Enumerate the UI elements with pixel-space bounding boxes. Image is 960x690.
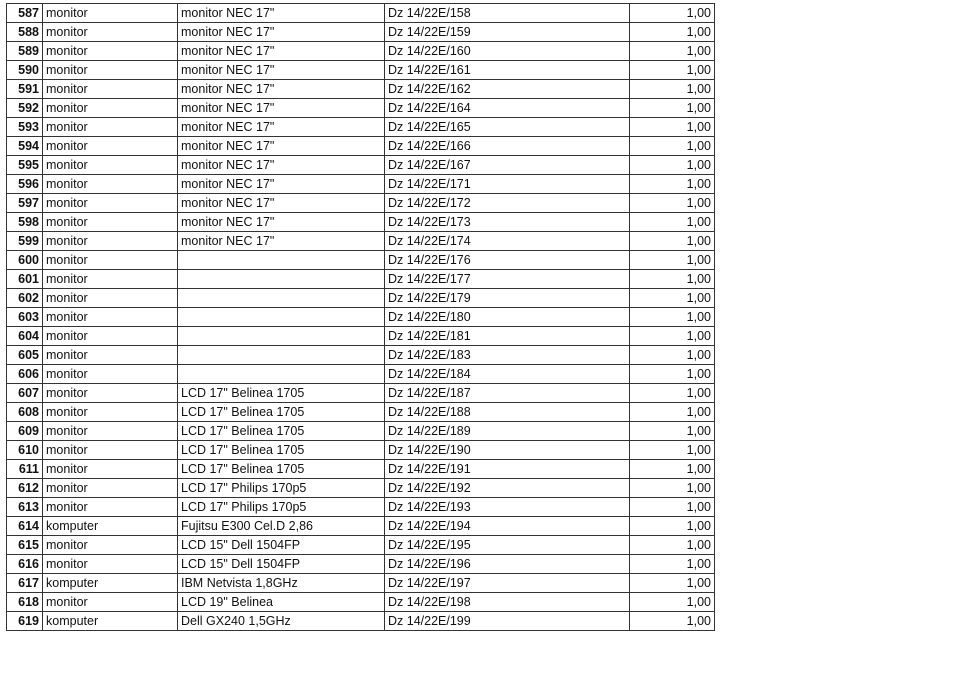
item-type: komputer (43, 574, 178, 593)
table-row (7, 498, 715, 517)
item-description: LCD 17" Belinea 1705 (178, 441, 385, 460)
row-number: 587 (7, 4, 43, 23)
item-description (178, 346, 385, 365)
item-type: monitor (43, 175, 178, 194)
quantity: 1,00 (630, 270, 715, 289)
document-number: Dz 14/22E/172 (385, 194, 630, 213)
item-description (178, 327, 385, 346)
row-number: 602 (7, 289, 43, 308)
quantity: 1,00 (630, 612, 715, 631)
document-number: Dz 14/22E/184 (385, 365, 630, 384)
item-description: Fujitsu E300 Cel.D 2,86 (178, 517, 385, 536)
item-type: monitor (43, 403, 178, 422)
document-number: Dz 14/22E/190 (385, 441, 630, 460)
table-row (7, 4, 715, 23)
row-number: 599 (7, 232, 43, 251)
quantity: 1,00 (630, 232, 715, 251)
document-number: Dz 14/22E/162 (385, 80, 630, 99)
quantity: 1,00 (630, 99, 715, 118)
table-row (7, 422, 715, 441)
row-number: 605 (7, 346, 43, 365)
item-type: monitor (43, 251, 178, 270)
quantity: 1,00 (630, 422, 715, 441)
row-number: 613 (7, 498, 43, 517)
table-row (7, 251, 715, 270)
table-row (7, 441, 715, 460)
item-description: monitor NEC 17" (178, 99, 385, 118)
document-number: Dz 14/22E/179 (385, 289, 630, 308)
quantity: 1,00 (630, 460, 715, 479)
item-type: monitor (43, 365, 178, 384)
item-type: monitor (43, 137, 178, 156)
table-row (7, 612, 715, 631)
table-row (7, 346, 715, 365)
row-number: 600 (7, 251, 43, 270)
item-type: monitor (43, 536, 178, 555)
document-number: Dz 14/22E/195 (385, 536, 630, 555)
item-description: monitor NEC 17" (178, 42, 385, 61)
item-description: LCD 17" Philips 170p5 (178, 479, 385, 498)
document-number: Dz 14/22E/181 (385, 327, 630, 346)
item-type: monitor (43, 346, 178, 365)
quantity: 1,00 (630, 536, 715, 555)
item-description: LCD 17" Belinea 1705 (178, 460, 385, 479)
document-number: Dz 14/22E/158 (385, 4, 630, 23)
quantity: 1,00 (630, 441, 715, 460)
item-description: Dell GX240 1,5GHz (178, 612, 385, 631)
row-number: 617 (7, 574, 43, 593)
table-row (7, 289, 715, 308)
row-number: 591 (7, 80, 43, 99)
item-type: monitor (43, 156, 178, 175)
document-number: Dz 14/22E/183 (385, 346, 630, 365)
row-number: 598 (7, 213, 43, 232)
item-description: monitor NEC 17" (178, 194, 385, 213)
row-number: 597 (7, 194, 43, 213)
item-type: monitor (43, 232, 178, 251)
item-description: IBM Netvista 1,8GHz (178, 574, 385, 593)
quantity: 1,00 (630, 574, 715, 593)
row-number: 592 (7, 99, 43, 118)
item-description: monitor NEC 17" (178, 80, 385, 99)
item-description: monitor NEC 17" (178, 232, 385, 251)
table-row (7, 517, 715, 536)
document-number: Dz 14/22E/191 (385, 460, 630, 479)
row-number: 609 (7, 422, 43, 441)
quantity: 1,00 (630, 517, 715, 536)
item-description (178, 270, 385, 289)
quantity: 1,00 (630, 156, 715, 175)
inventory-table-body (7, 4, 715, 631)
table-row (7, 99, 715, 118)
row-number: 612 (7, 479, 43, 498)
quantity: 1,00 (630, 289, 715, 308)
item-description: LCD 17" Belinea 1705 (178, 422, 385, 441)
table-row (7, 460, 715, 479)
item-description: monitor NEC 17" (178, 61, 385, 80)
item-description: LCD 19" Belinea (178, 593, 385, 612)
table-row (7, 403, 715, 422)
row-number: 594 (7, 137, 43, 156)
item-type: komputer (43, 517, 178, 536)
quantity: 1,00 (630, 365, 715, 384)
row-number: 590 (7, 61, 43, 80)
item-type: monitor (43, 479, 178, 498)
document-number: Dz 14/22E/192 (385, 479, 630, 498)
row-number: 589 (7, 42, 43, 61)
document-number: Dz 14/22E/187 (385, 384, 630, 403)
table-row (7, 118, 715, 137)
item-type: monitor (43, 42, 178, 61)
item-type: monitor (43, 593, 178, 612)
quantity: 1,00 (630, 61, 715, 80)
quantity: 1,00 (630, 403, 715, 422)
row-number: 610 (7, 441, 43, 460)
row-number: 607 (7, 384, 43, 403)
item-description: LCD 17" Belinea 1705 (178, 403, 385, 422)
item-type: monitor (43, 460, 178, 479)
document-number: Dz 14/22E/165 (385, 118, 630, 137)
table-row (7, 536, 715, 555)
table-row (7, 80, 715, 99)
item-type: monitor (43, 289, 178, 308)
table-row (7, 194, 715, 213)
item-type: monitor (43, 213, 178, 232)
table-row (7, 42, 715, 61)
item-type: monitor (43, 384, 178, 403)
quantity: 1,00 (630, 346, 715, 365)
item-type: monitor (43, 4, 178, 23)
item-type: monitor (43, 422, 178, 441)
table-row (7, 213, 715, 232)
table-row (7, 156, 715, 175)
item-description (178, 365, 385, 384)
table-row (7, 479, 715, 498)
quantity: 1,00 (630, 137, 715, 156)
item-description: monitor NEC 17" (178, 4, 385, 23)
quantity: 1,00 (630, 213, 715, 232)
row-number: 596 (7, 175, 43, 194)
quantity: 1,00 (630, 194, 715, 213)
table-row (7, 232, 715, 251)
quantity: 1,00 (630, 251, 715, 270)
item-description: LCD 15" Dell 1504FP (178, 536, 385, 555)
item-type: monitor (43, 99, 178, 118)
item-type: monitor (43, 327, 178, 346)
quantity: 1,00 (630, 498, 715, 517)
item-type: komputer (43, 612, 178, 631)
item-type: monitor (43, 270, 178, 289)
document-number: Dz 14/22E/180 (385, 308, 630, 327)
row-number: 615 (7, 536, 43, 555)
item-description: monitor NEC 17" (178, 175, 385, 194)
quantity: 1,00 (630, 23, 715, 42)
document-number: Dz 14/22E/197 (385, 574, 630, 593)
row-number: 619 (7, 612, 43, 631)
quantity: 1,00 (630, 555, 715, 574)
item-type: monitor (43, 498, 178, 517)
row-number: 606 (7, 365, 43, 384)
item-description: monitor NEC 17" (178, 137, 385, 156)
quantity: 1,00 (630, 80, 715, 99)
table-row (7, 175, 715, 194)
quantity: 1,00 (630, 384, 715, 403)
item-type: monitor (43, 23, 178, 42)
table-row (7, 593, 715, 612)
table-row (7, 384, 715, 403)
item-description: LCD 17" Belinea 1705 (178, 384, 385, 403)
quantity: 1,00 (630, 327, 715, 346)
row-number: 611 (7, 460, 43, 479)
row-number: 618 (7, 593, 43, 612)
item-type: monitor (43, 555, 178, 574)
document-number: Dz 14/22E/160 (385, 42, 630, 61)
table-row (7, 327, 715, 346)
table-row (7, 61, 715, 80)
document-number: Dz 14/22E/189 (385, 422, 630, 441)
row-number: 593 (7, 118, 43, 137)
table-row (7, 23, 715, 42)
table-row (7, 137, 715, 156)
table-row (7, 270, 715, 289)
item-type: monitor (43, 194, 178, 213)
quantity: 1,00 (630, 4, 715, 23)
table-row (7, 365, 715, 384)
document-number: Dz 14/22E/164 (385, 99, 630, 118)
quantity: 1,00 (630, 308, 715, 327)
document-number: Dz 14/22E/194 (385, 517, 630, 536)
row-number: 595 (7, 156, 43, 175)
document-number: Dz 14/22E/176 (385, 251, 630, 270)
table-row (7, 555, 715, 574)
table-row (7, 308, 715, 327)
quantity: 1,00 (630, 593, 715, 612)
inventory-table (6, 3, 715, 631)
document-number: Dz 14/22E/166 (385, 137, 630, 156)
row-number: 603 (7, 308, 43, 327)
table-row (7, 574, 715, 593)
row-number: 588 (7, 23, 43, 42)
document-number: Dz 14/22E/161 (385, 61, 630, 80)
row-number: 604 (7, 327, 43, 346)
item-description (178, 251, 385, 270)
item-type: monitor (43, 441, 178, 460)
row-number: 616 (7, 555, 43, 574)
item-description (178, 289, 385, 308)
item-type: monitor (43, 61, 178, 80)
document-number: Dz 14/22E/171 (385, 175, 630, 194)
item-description (178, 308, 385, 327)
document-number: Dz 14/22E/177 (385, 270, 630, 289)
item-type: monitor (43, 80, 178, 99)
item-type: monitor (43, 118, 178, 137)
document-number: Dz 14/22E/174 (385, 232, 630, 251)
item-description: LCD 17" Philips 170p5 (178, 498, 385, 517)
row-number: 614 (7, 517, 43, 536)
item-type: monitor (43, 308, 178, 327)
document-number: Dz 14/22E/199 (385, 612, 630, 631)
document-number: Dz 14/22E/159 (385, 23, 630, 42)
document-number: Dz 14/22E/167 (385, 156, 630, 175)
item-description: LCD 15" Dell 1504FP (178, 555, 385, 574)
row-number: 608 (7, 403, 43, 422)
quantity: 1,00 (630, 42, 715, 61)
document-number: Dz 14/22E/193 (385, 498, 630, 517)
item-description: monitor NEC 17" (178, 213, 385, 232)
quantity: 1,00 (630, 118, 715, 137)
document-number: Dz 14/22E/198 (385, 593, 630, 612)
document-number: Dz 14/22E/188 (385, 403, 630, 422)
document-number: Dz 14/22E/196 (385, 555, 630, 574)
item-description: monitor NEC 17" (178, 118, 385, 137)
quantity: 1,00 (630, 175, 715, 194)
item-description: monitor NEC 17" (178, 156, 385, 175)
row-number: 601 (7, 270, 43, 289)
document-number: Dz 14/22E/173 (385, 213, 630, 232)
quantity: 1,00 (630, 479, 715, 498)
item-description: monitor NEC 17" (178, 23, 385, 42)
